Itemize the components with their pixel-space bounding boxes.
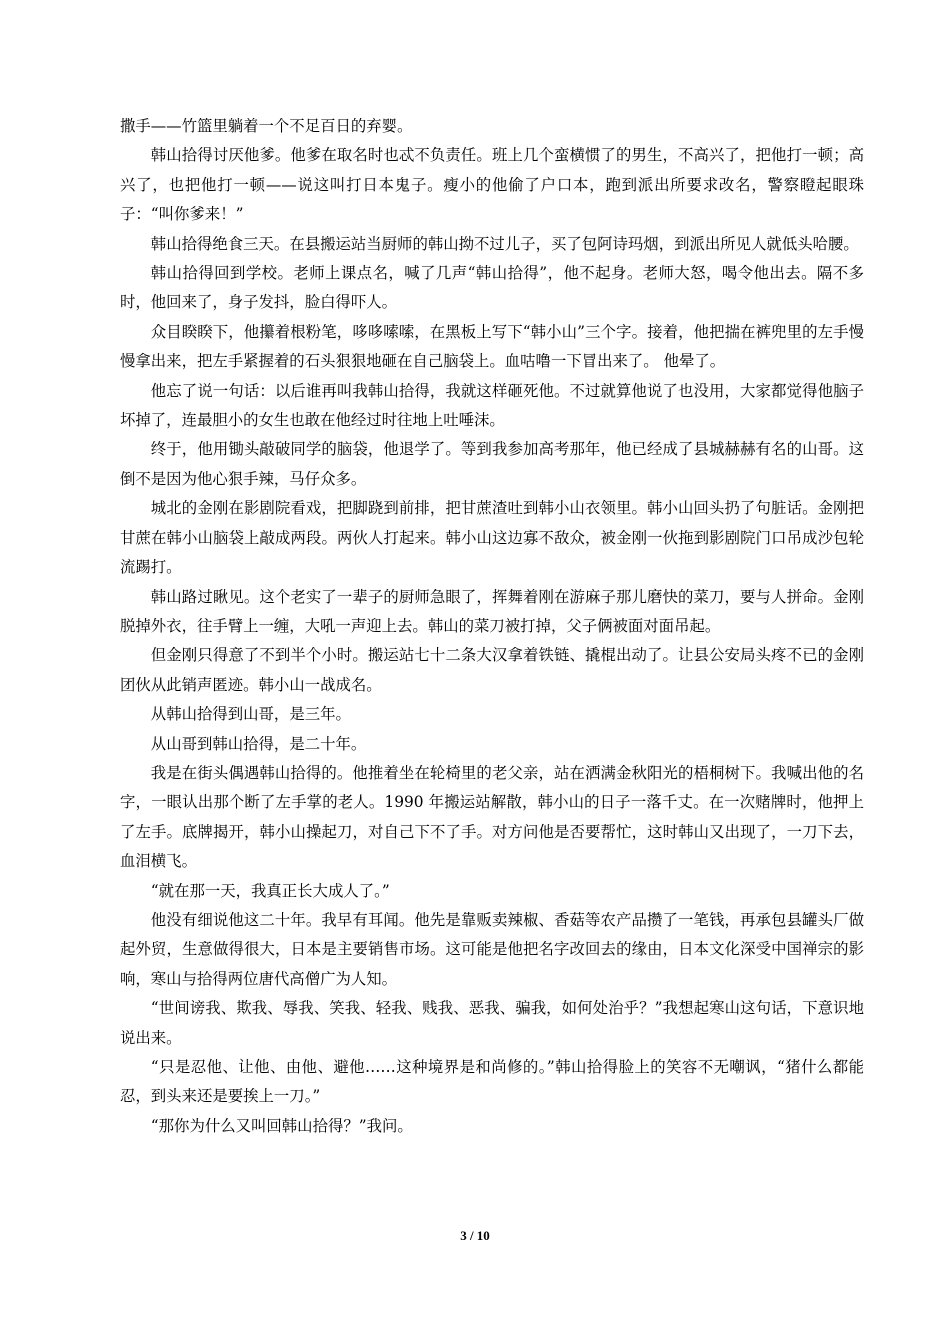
paragraph: “那你为什么又叫回韩山拾得？”我问。 xyxy=(150,1116,413,1135)
paragraph: 从韩山拾得到山哥，是三年。 xyxy=(150,705,351,724)
paragraph: 韩山路过瞅见。这个老实了一辈子的厨师急眼了，挥舞着刚在游麻子那儿磨快的菜刀，要与人拼命。金刚脱掉外衣，往手臂上一缠，大吼一声迎上去。韩山的菜刀被打掉，父子俩被面对面吊起。 xyxy=(120,587,864,635)
paragraph: 城北的金刚在影剧院看戏，把脚跷到前排，把甘蔗渣吐到韩小山衣领里。韩小山回头扔了句脏话。金刚把甘蔗在韩小山脑袋上敲成两段。两伙人打起来。韩小山这边寡不敌众，被金刚一伙拖到影剧院门口吊成沙包轮流踢打。 xyxy=(120,499,864,577)
paragraph: 但金刚只得意了不到半个小时。搬运站七十二条大汉拿着铁链、撬棍出动了。让县公安局头疼不已的金刚团伙从此销声匿迹。韩小山一战成名。 xyxy=(120,646,864,694)
paragraph: 众目睽睽下，他攥着根粉笔，哆哆嗦嗦，在黑板上写下“韩小山”三个字。接着，他把揣在裤兜里的左手慢慢拿出来，把左手紧握着的石头狠狠地砸在自己脑袋上。血咕噜一下冒出来了。 他晕了。 xyxy=(120,322,864,371)
paragraph: 他忘了说一句话：以后谁再叫我韩山拾得，我就这样砸死他。不过就算他说了也没用，大家都觉得他脑子坏掉了，连最胆小的女生也敢在他经过时往地上吐唾沫。 xyxy=(120,381,864,430)
paragraph: 韩山拾得讨厌他爹。他爹在取名时也忒不负责任。班上几个蛮横惯了的男生，不高兴了，把他打一顿；高兴了，也把他打一顿——说这叫打日本鬼子。瘦小的他偷了户口本，跑到派出所要求改名，警察瞪起眼珠子：“叫你爹来！” xyxy=(120,146,864,224)
paragraph: 我是在街头偶遇韩山拾得的。他推着坐在轮椅里的老父亲，站在洒满金秋阳光的梧桐树下。我喊出他的名字，一眼认出那个断了左手掌的老人。1990 年搬运站解散，韩小山的日子一落千丈。在一次赌牌时，他押上了左手。底牌揭开，韩小山操起刀，对自己下不了手。对方问他是否要帮忙，这时韩山又出现了，一刀下去，血泪横飞。 xyxy=(120,763,864,871)
document-body xyxy=(120,112,864,1141)
paragraph: 终于，他用锄头敲破同学的脑袋，他退学了。等到我参加高考那年，他已经成了县城赫赫有名的山哥。这倒不是因为他心狠手辣，马仔众多。 xyxy=(120,440,864,488)
paragraph: 韩山拾得绝食三天。在县搬运站当厨师的韩山拗不过儿子，买了包阿诗玛烟，到派出所见人就低头哈腰。 xyxy=(150,234,859,253)
paragraph: “就在那一天，我真正长大成人了。” xyxy=(150,881,390,900)
paragraph: 他没有细说他这二十年。我早有耳闻。他先是靠贩卖辣椒、香菇等农产品攒了一笔钱，再承包县罐头厂做起外贸，生意做得很大，日本是主要销售市场。这可能是他把名字改回去的缘由，日本文化深受中国禅宗的影响，寒山与拾得两位唐代高僧广为人知。 xyxy=(120,910,864,988)
paragraph: 撒手——竹篮里躺着一个不足百日的弃婴。 xyxy=(120,117,413,135)
paragraph: “世间谤我、欺我、辱我、笑我、轻我、贱我、恶我、骗我，如何处治乎？”我想起寒山这句话，下意识地说出来。 xyxy=(120,999,864,1047)
paragraph: 从山哥到韩山拾得，是二十年。 xyxy=(150,734,367,753)
paragraph: “只是忍他、让他、由他、避他……这种境界是和尚修的。”韩山拾得脸上的笑容不无嘲讽，“猪什么都能忍，到头来还是要挨上一刀。” xyxy=(120,1058,864,1106)
paragraph: 韩山拾得回到学校。老师上课点名，喊了几声“韩山拾得”，他不起身。老师大怒，喝令他出去。隔不多时，他回来了，身子发抖，脸白得吓人。 xyxy=(120,264,864,312)
page-number: 3 / 10 xyxy=(460,1228,490,1243)
